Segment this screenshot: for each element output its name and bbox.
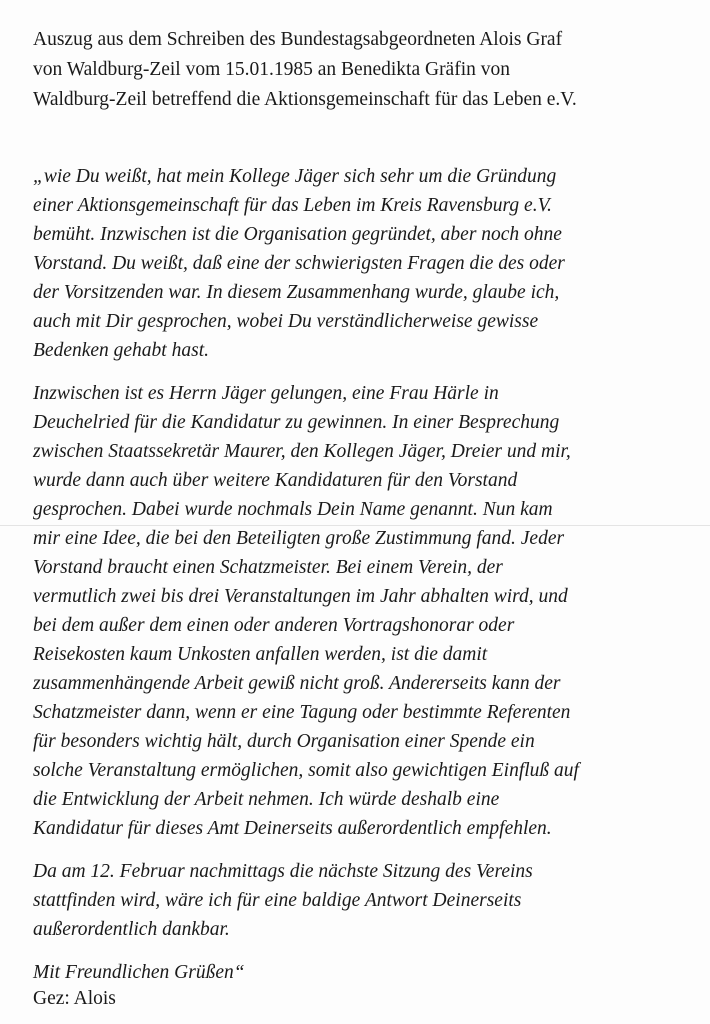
- letter-excerpt: [33, 162, 698, 1001]
- text-line: auch mit Dir gesprochen, wobei Du verständlicherweise gewisse: [33, 311, 539, 332]
- text-line: bei dem außer dem einen oder anderen Vortragshonorar oder: [33, 615, 515, 636]
- text-line: Bedenken gehabt hast.: [33, 340, 209, 361]
- text-line: Deuchelried für die Kandidatur zu gewinnen. In einer Besprechung: [33, 412, 560, 433]
- text-line: bemüht. Inzwischen ist die Organisation gegründet, aber noch ohne: [33, 224, 562, 245]
- document-heading: [33, 25, 693, 115]
- text-line: vermutlich zwei bis drei Veranstaltungen im Jahr abhalten wird, und: [33, 586, 568, 607]
- scan-fold-line: [0, 525, 710, 526]
- text-line: Kandidatur für dieses Amt Deinerseits außerordentlich empfehlen.: [33, 818, 552, 839]
- text-line: Inzwischen ist es Herrn Jäger gelungen, eine Frau Härle in: [33, 383, 499, 404]
- letter-paragraph-3: [33, 857, 698, 944]
- letter-paragraph-1: [33, 162, 698, 365]
- text-line: solche Veranstaltung ermöglichen, somit also gewichtigen Einfluß auf: [33, 760, 579, 781]
- text-line: für besonders wichtig hält, durch Organisation einer Spende ein: [33, 731, 535, 752]
- text-line: außerordentlich dankbar.: [33, 919, 230, 940]
- text-line: einer Aktionsgemeinschaft für das Leben im Kreis Ravensburg e.V.: [33, 195, 552, 216]
- letter-paragraph-2: [33, 379, 698, 843]
- text-line: Schatzmeister dann, wenn er eine Tagung oder bestimmte Referenten: [33, 702, 571, 723]
- text-line: Vorstand braucht einen Schatzmeister. Bei einem Verein, der: [33, 557, 503, 578]
- heading-line: Auszug aus dem Schreiben des Bundestagsabgeordneten Alois Graf: [33, 29, 563, 50]
- heading-line: Waldburg-Zeil betreffend die Aktionsgemeinschaft für das Leben e.V.: [33, 89, 577, 110]
- text-line: wurde dann auch über weitere Kandidaturen für den Vorstand: [33, 470, 518, 491]
- signature-line: Gez: Alois: [33, 988, 116, 1009]
- text-line: stattfinden wird, wäre ich für eine baldige Antwort Deinerseits: [33, 890, 522, 911]
- text-line: Vorstand. Du weißt, daß eine der schwierigsten Fragen die des oder: [33, 253, 565, 274]
- heading-line: von Waldburg-Zeil vom 15.01.1985 an Benedikta Gräfin von: [33, 59, 510, 80]
- text-line: „wie Du weißt, hat mein Kollege Jäger sich sehr um die Gründung: [33, 166, 557, 187]
- text-line: gesprochen. Dabei wurde nochmals Dein Name genannt. Nun kam: [33, 499, 553, 520]
- text-line: zwischen Staatssekretär Maurer, den Kollegen Jäger, Dreier und mir,: [33, 441, 571, 462]
- text-line: mir eine Idee, die bei den Beteiligten große Zustimmung fand. Jeder: [33, 528, 565, 549]
- text-line: Da am 12. Februar nachmittags die nächste Sitzung des Vereins: [33, 861, 533, 882]
- text-line: der Vorsitzenden war. In diesem Zusammenhang wurde, glaube ich,: [33, 282, 560, 303]
- text-line: Reisekosten kaum Unkosten anfallen werden, ist die damit: [33, 644, 488, 665]
- text-line: die Entwicklung der Arbeit nehmen. Ich würde deshalb eine: [33, 789, 500, 810]
- letter-closing: Mit Freundlichen Grüßen“: [33, 962, 245, 983]
- text-line: zusammenhängende Arbeit gewiß nicht groß. Andererseits kann der: [33, 673, 561, 694]
